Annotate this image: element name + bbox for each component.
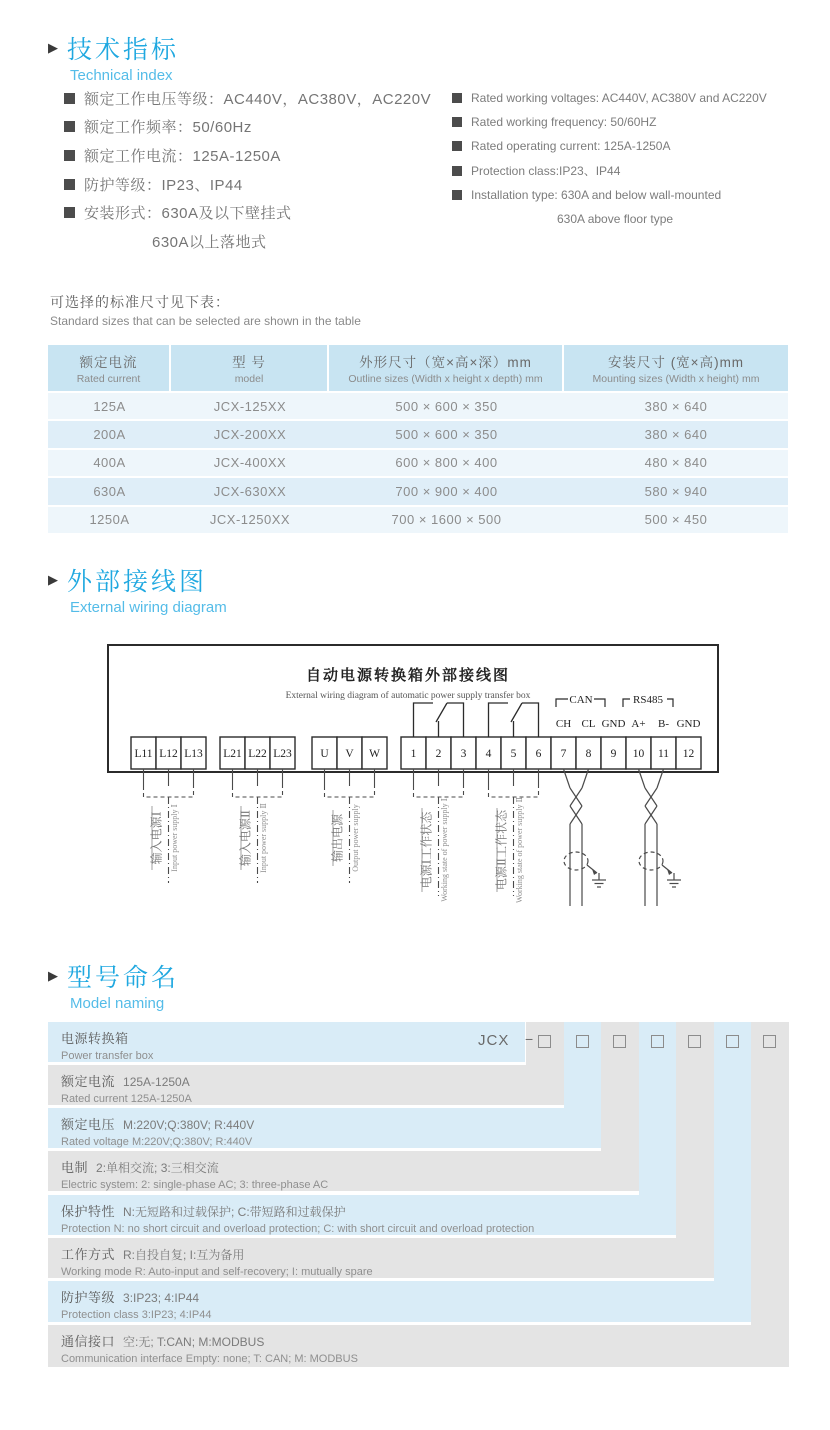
header-cn: 型 号 (232, 355, 266, 370)
row-label-cn: 额定电压 (61, 1117, 116, 1132)
cell-mounting-size: 580 × 940 (644, 483, 708, 499)
bullet-icon (452, 117, 462, 127)
svg-text:10: 10 (632, 748, 645, 760)
cell-outline-size: 500 × 600 × 350 (395, 427, 498, 443)
spec-text: 防护等级：IP23、IP44 (84, 176, 243, 194)
svg-text:L23: L23 (273, 748, 292, 760)
spec-text: 额定工作电压等级：AC440V，AC380V，AC220V (84, 90, 432, 108)
naming-row (48, 1281, 751, 1322)
row-label-en: Communication interface (61, 1353, 183, 1365)
model-digit-box (726, 1035, 739, 1048)
naming-row (48, 1022, 525, 1062)
spec-line (64, 84, 454, 113)
table-row (48, 478, 788, 504)
row-label-cn: 电制 (61, 1160, 89, 1175)
row-value-cn: 3:IP23; 4:IP44 (123, 1291, 200, 1305)
header-cn: 额定电流 (79, 355, 138, 370)
bullet-icon (452, 141, 462, 151)
header-en: model (234, 373, 264, 385)
group-label-cn: 电源Ⅰ工作状态 (419, 811, 434, 889)
digit-strip (751, 1022, 789, 1367)
bullet-icon (64, 207, 75, 218)
spec-line (452, 86, 822, 110)
svg-text:4: 4 (485, 748, 492, 760)
section-title-en: Model naming (70, 995, 165, 1012)
section-title-cn: 外部接线图 (67, 568, 208, 596)
tech-specs-cn (64, 84, 454, 256)
group-label-cn: 输入电源Ⅰ (149, 811, 164, 865)
row-value-en: R: Auto-input and self-recovery; I: mutually spare (134, 1266, 373, 1278)
row-label-cn: 额定电流 (61, 1074, 116, 1089)
row-label-cn: 通信接口 (61, 1334, 116, 1349)
cell-rated-current: 630A (93, 483, 126, 499)
svg-text:3: 3 (460, 748, 467, 760)
svg-text:11: 11 (657, 748, 670, 760)
spec-line (452, 134, 822, 158)
bullet-icon (64, 93, 75, 104)
column-header (564, 345, 788, 391)
cell-rated-current: 400A (93, 455, 126, 471)
spec-text: Protection class:IP23、IP44 (471, 164, 621, 179)
header-en: Rated current (76, 373, 141, 385)
svg-text:1: 1 (410, 748, 417, 760)
cell-model: JCX-1250XX (209, 512, 291, 528)
row-value-en: 2: single-phase AC; 3: three-phase AC (141, 1179, 329, 1191)
bus-label: B- (658, 718, 669, 730)
row-label-en: Electric system: (61, 1179, 139, 1191)
cell-mounting-size: 480 × 840 (644, 455, 708, 471)
spec-line (452, 183, 822, 207)
terminal-labels (134, 748, 694, 760)
section-title-en: External wiring diagram (70, 599, 227, 616)
spec-line (64, 170, 454, 199)
row-value-en: M:220V;Q:380V; R:440V (131, 1136, 253, 1148)
model-digit-box (613, 1035, 626, 1048)
standard-sizes-table (48, 345, 788, 533)
header-en: Mounting sizes (Width x height) mm (592, 373, 760, 385)
model-digit-box (538, 1035, 551, 1048)
bus-label: GND (601, 718, 626, 730)
spec-text: 额定工作电流：125A-1250A (84, 147, 281, 165)
group-label-cn: 输入电源Ⅱ (238, 809, 253, 867)
rs485-label: RS485 (633, 694, 663, 706)
row-label-en: Protection (61, 1223, 111, 1235)
row-value-cn: N:无短路和过载保护; C:带短路和过载保护 (123, 1205, 346, 1219)
row-value-cn: 125A-1250A (123, 1075, 190, 1089)
svg-text:2: 2 (435, 748, 442, 760)
naming-row (48, 1151, 639, 1191)
row-value-cn: M:220V;Q:380V; R:440V (123, 1118, 255, 1132)
cell-mounting-size: 500 × 450 (644, 512, 708, 528)
ground-symbol (667, 869, 681, 887)
spec-line (64, 113, 454, 142)
digit-strip (714, 1022, 752, 1322)
spec-line (452, 110, 822, 134)
section-arrow-icon: ▶ (48, 572, 58, 587)
group-label-en: Output power supply (351, 804, 360, 872)
section-title-cn: 技术指标 (67, 36, 180, 64)
header-cn: 外形尺寸（宽×高×深）mm (359, 355, 532, 370)
cell-rated-current: 1250A (89, 512, 130, 528)
spec-text: 安装形式：630A及以下壁挂式 (84, 205, 292, 223)
wiring-diagram (100, 640, 730, 945)
row-label-cn: 保护特性 (61, 1204, 116, 1219)
row-value-en: 125A-1250A (130, 1093, 192, 1105)
svg-text:V: V (345, 748, 354, 760)
spec-text: 630A以上落地式 (152, 233, 267, 251)
cell-model: JCX-200XX (213, 427, 287, 443)
bus-label: A+ (631, 718, 646, 730)
group-label-cn: 输出电源 (330, 813, 345, 863)
svg-text:U: U (320, 748, 329, 760)
spec-line-continuation (452, 207, 822, 231)
row-value-en: 3:IP23; 4:IP44 (141, 1309, 212, 1321)
contact-symbol (489, 703, 539, 737)
section-arrow-icon: ▶ (48, 40, 58, 55)
group-label-en: Input power supply Ⅱ (259, 803, 268, 873)
can-label: CAN (569, 694, 593, 706)
group-label-en: Working state of power supply Ⅱ (515, 797, 524, 903)
bullet-icon (64, 179, 75, 190)
row-value-en: Empty: none; T: CAN; M: MODBUS (185, 1353, 358, 1365)
row-label-cn: 防护等级 (61, 1290, 116, 1305)
cell-model: JCX-400XX (213, 455, 287, 471)
section-model-naming (48, 958, 179, 1012)
model-digit-box (688, 1035, 701, 1048)
spec-line (452, 159, 822, 183)
header-cn: 安装尺寸 (宽×高)mm (607, 355, 745, 370)
section-external-wiring (48, 562, 227, 616)
model-prefix: JCX (478, 1032, 510, 1049)
row-value-cn: R:自投自复; I:互为备用 (123, 1248, 245, 1262)
spec-line (64, 141, 454, 170)
svg-text:L22: L22 (248, 748, 267, 760)
svg-text:8: 8 (585, 748, 592, 760)
spec-text: Installation type: 630A and below wall-mounted (471, 187, 722, 202)
svg-text:L12: L12 (159, 748, 178, 760)
section-technical-index (48, 30, 179, 84)
table-intro-cn: 可选择的标准尺寸见下表： (50, 294, 230, 310)
cell-outline-size: 500 × 600 × 350 (395, 398, 498, 414)
column-header (171, 345, 329, 391)
group-label-en: Input power supply Ⅰ (170, 804, 179, 872)
cell-rated-current: 200A (93, 427, 126, 443)
group-label-cn: 电源Ⅱ工作状态 (494, 809, 509, 891)
bullet-icon (452, 93, 462, 103)
row-label-cn: 电源转换箱 (61, 1031, 129, 1046)
table-intro-en: Standard sizes that can be selected are shown in the table (50, 314, 361, 328)
column-header (329, 345, 564, 391)
table-row (48, 393, 788, 419)
spec-text: Rated working frequency: 50/60HZ (471, 115, 657, 130)
cell-model: JCX-125XX (213, 398, 287, 414)
cell-outline-size: 600 × 800 × 400 (395, 455, 498, 471)
section-arrow-icon: ▶ (48, 968, 58, 983)
svg-text:9: 9 (610, 748, 617, 760)
svg-text:L13: L13 (184, 748, 203, 760)
model-digit-box (763, 1035, 776, 1048)
row-value-en: N: no short circuit and overload protection; C: with short circuit and overload protection (113, 1223, 535, 1235)
cell-outline-size: 700 × 1600 × 500 (391, 512, 502, 528)
table-header-row (48, 345, 788, 391)
bullet-icon (64, 121, 75, 132)
row-value-cn: 空:无; T:CAN; M:MODBUS (123, 1335, 265, 1349)
column-header (48, 345, 171, 391)
model-digit-box (576, 1035, 589, 1048)
ground-symbol (592, 869, 606, 887)
model-dash: − (525, 1031, 534, 1047)
table-row (48, 450, 788, 476)
diagram-title-cn: 自动电源转换箱外部接线图 (305, 668, 511, 684)
contact-symbol (414, 703, 464, 737)
row-label-cn: 工作方式 (61, 1247, 116, 1262)
bus-label: CL (581, 718, 596, 730)
naming-row (48, 1238, 714, 1278)
bullet-icon (452, 166, 462, 176)
section-title-cn: 型号命名 (67, 964, 180, 992)
spec-line (64, 198, 454, 227)
naming-row (48, 1108, 601, 1148)
cell-model: JCX-630XX (213, 483, 287, 499)
spec-line-continuation (64, 227, 454, 256)
spec-text: 额定工作频率：50/60Hz (84, 119, 252, 137)
bullet-icon (452, 190, 462, 200)
table-row (48, 421, 788, 447)
cell-rated-current: 125A (93, 398, 126, 414)
model-naming-block (48, 1022, 789, 1367)
row-label-en: Rated current (61, 1093, 128, 1105)
svg-text:12: 12 (682, 748, 695, 760)
svg-text:L11: L11 (134, 748, 153, 760)
section-title-en: Technical index (70, 67, 173, 84)
bus-label: CH (555, 718, 572, 730)
cell-mounting-size: 380 × 640 (644, 398, 708, 414)
table-row (48, 507, 788, 533)
twisted-pair-can (564, 769, 598, 906)
cell-mounting-size: 380 × 640 (644, 427, 708, 443)
svg-text:7: 7 (560, 748, 567, 760)
row-label-en: Power transfer box (61, 1050, 154, 1062)
diagram-title-en: External wiring diagram of automatic power supply transfer box (285, 691, 531, 701)
bullet-icon (64, 150, 75, 161)
group-label-en: Working state of power supply Ⅰ (440, 798, 449, 902)
twisted-pair-rs485 (639, 769, 673, 906)
naming-row (48, 1195, 676, 1235)
svg-text:L21: L21 (223, 748, 242, 760)
row-label-en: Working mode (61, 1266, 132, 1278)
naming-row (48, 1325, 789, 1367)
svg-text:5: 5 (510, 748, 517, 760)
row-label-en: Rated voltage (61, 1136, 129, 1148)
spec-text: Rated working voltages: AC440V, AC380V and AC220V (471, 91, 767, 106)
bus-label: GND (676, 718, 701, 730)
naming-row (48, 1065, 564, 1105)
row-value-cn: 2:单相交流; 3:三相交流 (96, 1161, 219, 1175)
svg-text:W: W (369, 748, 380, 760)
tech-specs-en (452, 86, 822, 231)
row-label-en: Protection class (61, 1309, 139, 1321)
spec-text: 630A above floor type (557, 212, 674, 227)
cell-outline-size: 700 × 900 × 400 (395, 483, 498, 499)
model-digit-box (651, 1035, 664, 1048)
spec-text: Rated operating current: 125A-1250A (471, 139, 671, 154)
svg-text:6: 6 (535, 748, 542, 760)
header-en: Outline sizes (Width x height x depth) mm (348, 373, 543, 385)
